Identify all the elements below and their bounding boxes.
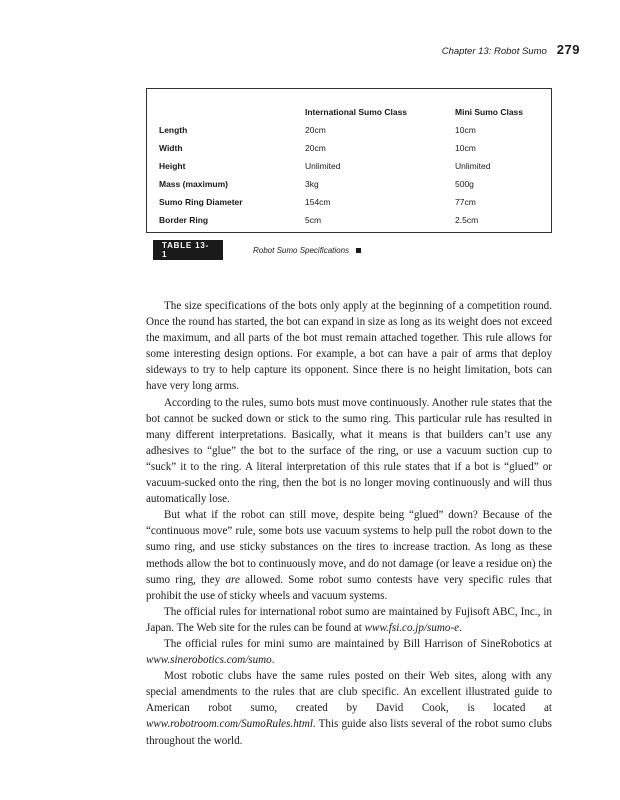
url-text: www.robotroom.com/SumoRules.html [146, 718, 313, 731]
paragraph-text: Most robotic clubs have the same rules posted on their Web sites, along with any special amendments to the rules that are club specific. An excellent illustrated guide to American robot sumo, created by David Cook, is located at [146, 670, 552, 715]
cell-mini: 2.5cm [455, 215, 479, 225]
row-label: Border Ring [159, 215, 209, 225]
table-row [159, 211, 550, 229]
url-text: www.sinerobotics.com/sumo [146, 654, 272, 667]
paragraph [146, 604, 552, 636]
page-number: 279 [556, 42, 580, 57]
paragraph: According to the rules, sumo bots must move continuously. Another rule states that the bot cannot be sucked down or stick to the sumo ring. This particular rule has resulted in many different interpretations. Basically, what it means is that builders can’t use any adhesives to “glue” the bot to the surface of the ring, or use a vacuum suction cup to “suck” it to the ring. A literal interpretation of this rule states that if a bot is “glued” or vacuum-sucked onto the ring, then the bot is no longer moving continuously and will thus automatically lose. [146, 396, 552, 506]
table-header-row [159, 103, 550, 121]
emphasis-text: are [225, 573, 240, 586]
cell-mini: 10cm [455, 125, 476, 135]
cell-mini: 500g [455, 179, 474, 189]
table-row [159, 139, 550, 157]
row-label: Mass (maximum) [159, 179, 228, 189]
end-square-icon [356, 248, 361, 253]
cell-international: 20cm [305, 125, 326, 135]
row-label: Length [159, 125, 188, 135]
paragraph-text: . [271, 654, 275, 667]
table-number-tag: TABLE 13-1 [153, 240, 223, 260]
cell-mini: 77cm [455, 197, 476, 207]
paragraph-text: But what if the robot can still move, despite being “glued” down? Because of the “continuous move” rule, some bots use vacuum systems to help pull the robot down to the sumo ring, and use sticky substances on the tires to increase traction. As long as these methods allow the bot to continuously move, and do not damage (or leave a residue on) the sumo ring, they [146, 509, 552, 586]
table-row [159, 121, 550, 139]
cell-international: 154cm [305, 197, 331, 207]
paragraph-text: allowed. Some robot sumo contests have very specific rules that prohibit the use of sticky wheels and vacuum systems. [146, 573, 552, 602]
table-header-international: International Sumo Class [305, 107, 408, 117]
body-text [146, 298, 552, 749]
paragraph: The size specifications of the bots only apply at the beginning of a competition round. Once the round has started, the bot can expand in size as long as its weight does not exceed the maximum, and all parts of the bot must remain attached together. This rule allows for some interesting design options. For example, a bot can have a pair of arms that deploy sideways to try to help capture its opponent. Since there is no height limitation, bots can have very long arms. [146, 300, 552, 393]
table-row [159, 175, 550, 193]
cell-mini: Unlimited [455, 161, 491, 171]
paragraph [146, 668, 552, 748]
paragraph-text: The official rules for international robot sumo are maintained by Fujisoft ABC, Inc., in Japan. The Web site for the rules can be found at [146, 605, 552, 634]
table-header-empty [159, 103, 305, 121]
cell-international: 3kg [305, 179, 319, 189]
paragraph [146, 636, 552, 668]
row-label: Height [159, 161, 186, 171]
cell-international: Unlimited [305, 161, 341, 171]
url-text: www.fsi.co.jp/sumo-e [364, 621, 460, 634]
paragraph-text: . This guide also lists several of the robot sumo clubs throughout the world. [146, 718, 552, 747]
row-label: Width [159, 143, 183, 153]
table-header-mini: Mini Sumo Class [455, 107, 524, 117]
spec-table-box [146, 88, 552, 233]
running-header [442, 42, 580, 57]
cell-mini: 10cm [455, 143, 476, 153]
paragraph [146, 507, 552, 604]
paragraph-text: The official rules for mini sumo are maintained by Bill Harrison of SineRobotics at [164, 637, 552, 650]
paragraph-text: . [459, 621, 462, 634]
table-caption [153, 240, 361, 260]
table-row [159, 157, 550, 175]
table-row [159, 193, 550, 211]
cell-international: 20cm [305, 143, 326, 153]
cell-international: 5cm [305, 215, 322, 225]
row-label: Sumo Ring Diameter [159, 197, 243, 207]
chapter-title: Chapter 13: Robot Sumo [441, 46, 547, 57]
spec-table [159, 103, 550, 229]
table-caption-text: Robot Sumo Specifications [253, 245, 350, 255]
